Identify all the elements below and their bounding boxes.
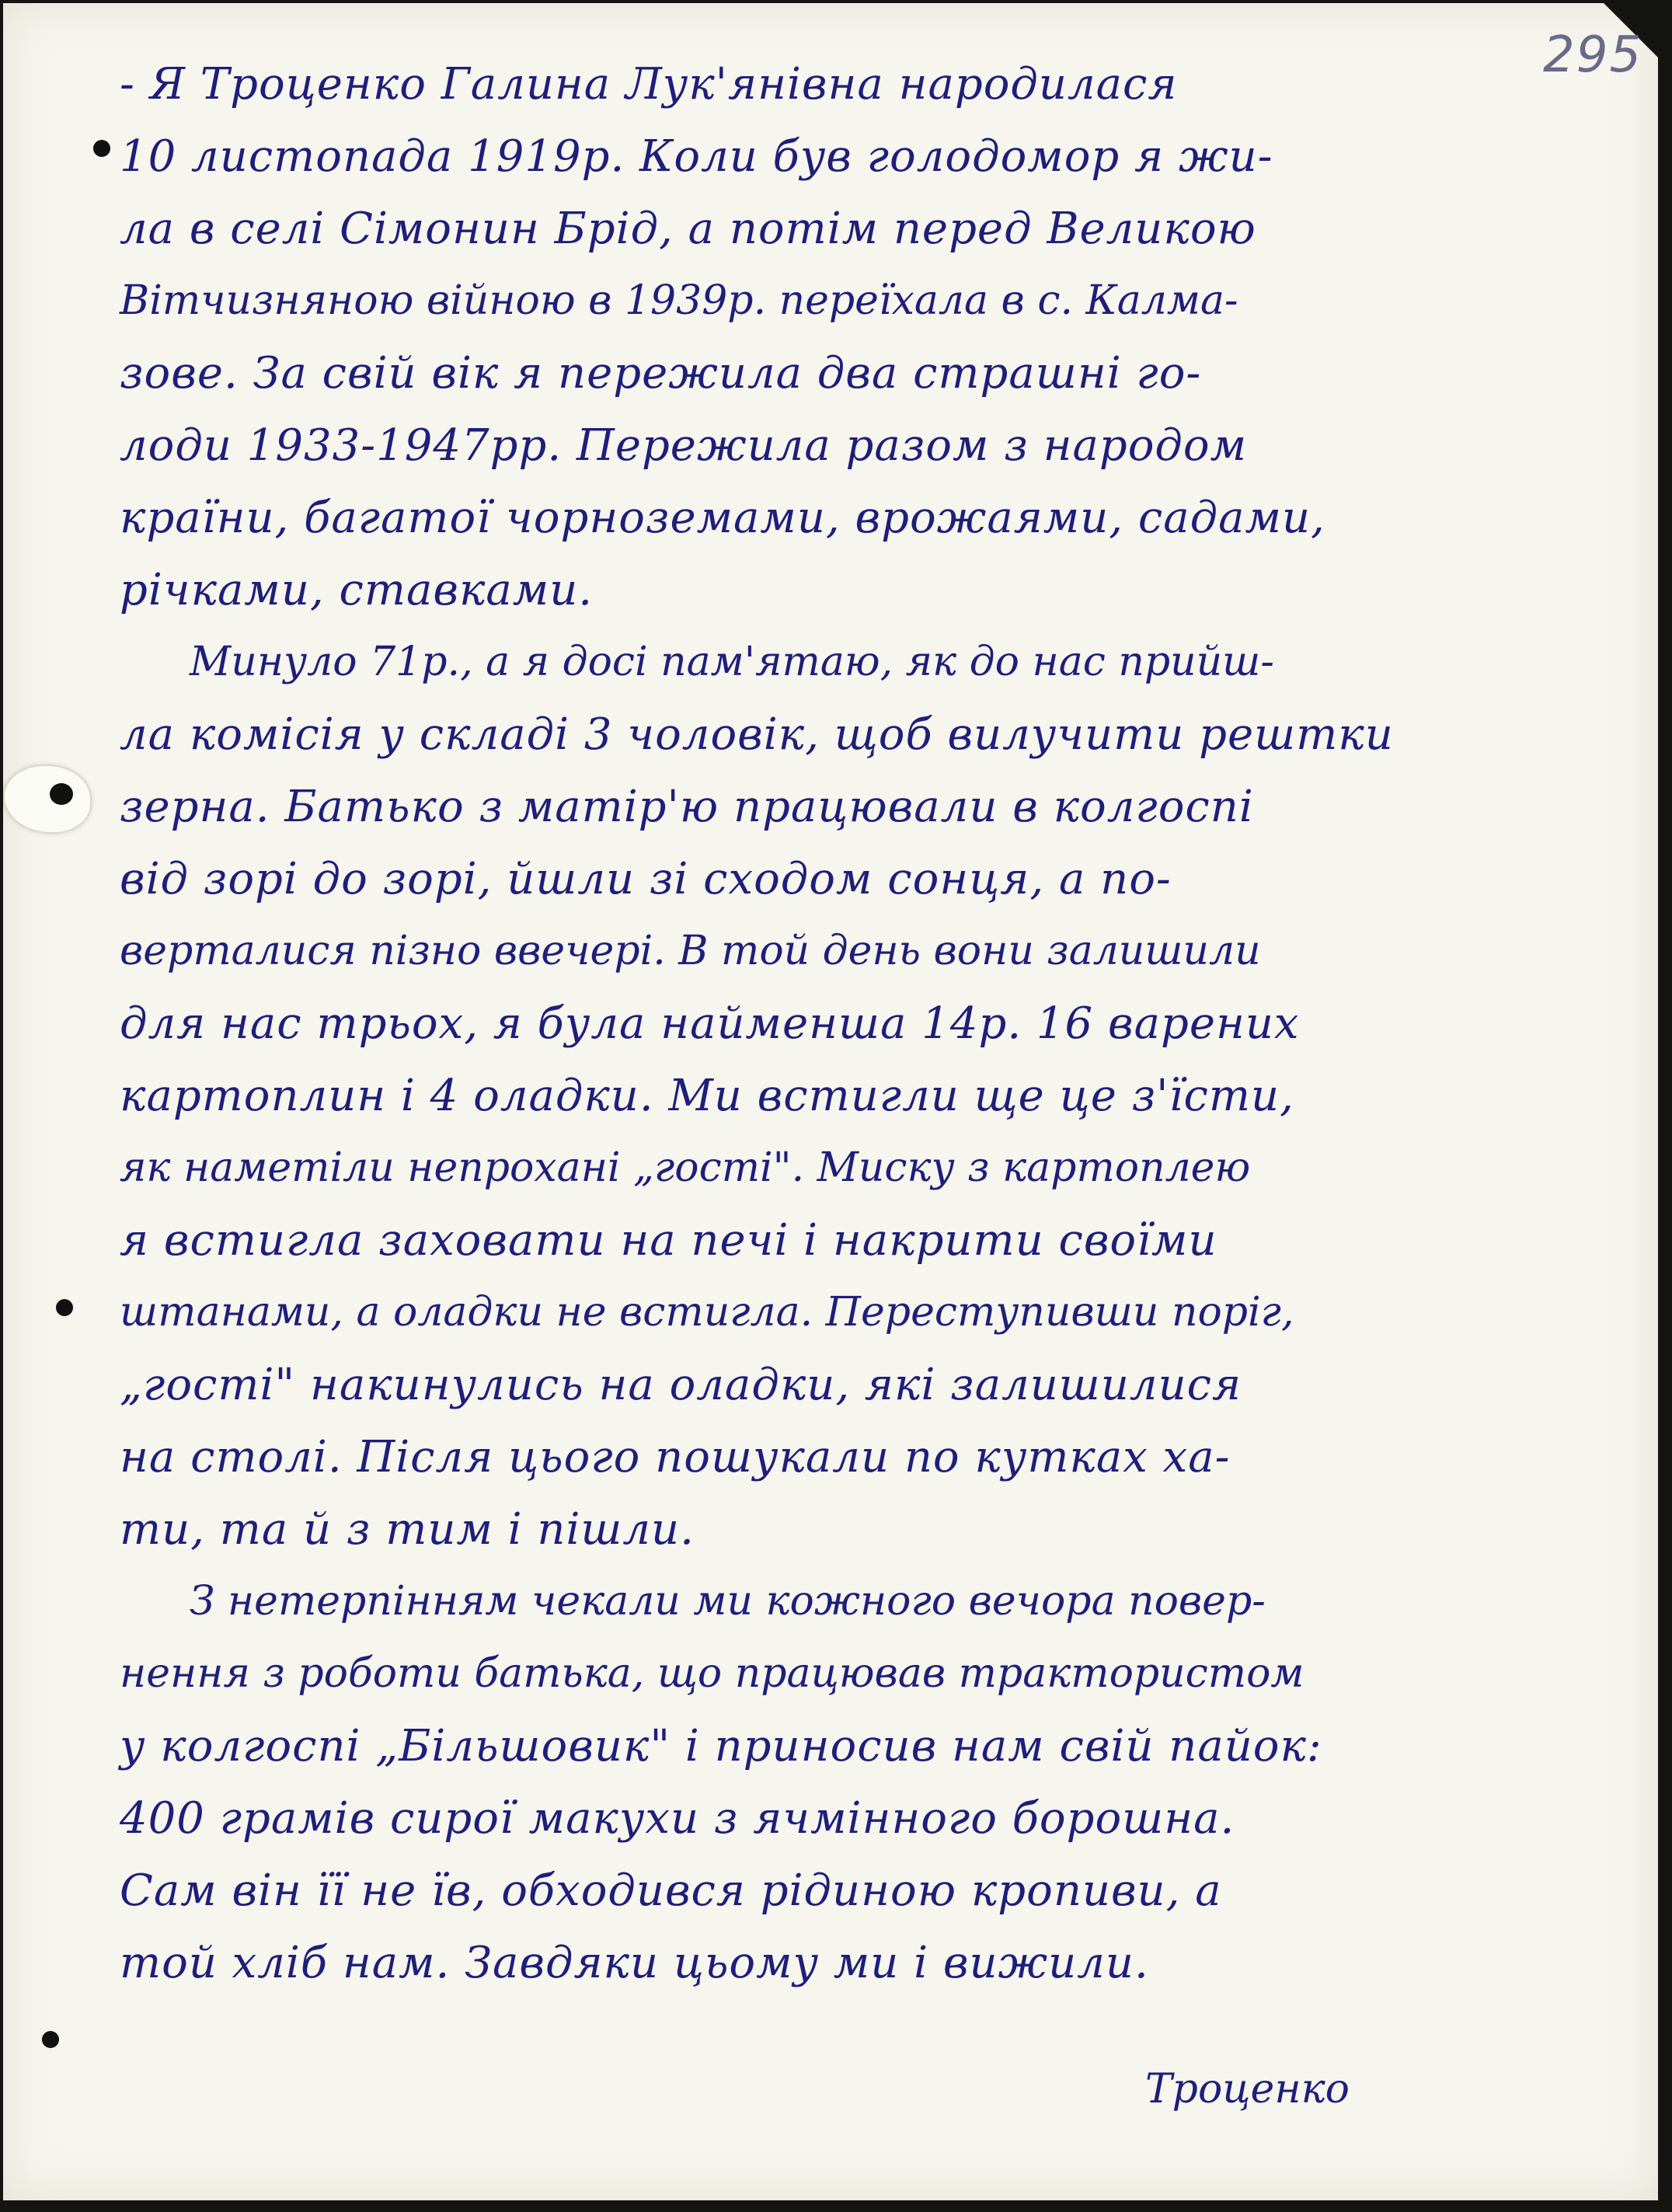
text-line: штанами, а оладки не встигла. Переступивши поріг, — [120, 1289, 1294, 1336]
text-line: З нетерпінням чекали ми кожного вечора повер- — [190, 1578, 1266, 1625]
text-line: зерна. Батько з матір'ю працювали в колгоспі — [120, 782, 1254, 832]
text-line: 10 листопада 1919р. Коли був голодомор я жи- — [120, 131, 1273, 182]
text-line: ла комісія у складі 3 чоловік, щоб вилучити рештки — [120, 709, 1394, 760]
binding-hole-icon — [93, 140, 110, 157]
text-line: „гості" накинулись на оладки, які залишилися — [120, 1360, 1242, 1410]
text-line: - Я Троценко Галина Лук'янівна народилася — [120, 59, 1178, 110]
text-line: нення з роботи батька, що працював трактористом — [120, 1650, 1305, 1697]
text-line: я встигла заховати на печі і накрити своїми — [120, 1215, 1217, 1266]
text-line: 400 грамів сирої макухи з ячмінного борошна. — [120, 1793, 1235, 1844]
binding-hole-icon — [56, 1299, 73, 1316]
text-line: у колгоспі „Більшовик" і приносив нам свій пайок: — [120, 1721, 1322, 1771]
document-page — [3, 3, 1658, 2200]
text-line: як наметіли непрохані „гості". Миску з картоплею — [120, 1144, 1251, 1191]
text-line: від зорі до зорі, йшли зі сходом сонця, а по- — [120, 854, 1172, 904]
torn-binding-hole-icon — [3, 765, 92, 834]
text-line: зове. За свій вік я пережила два страшні го- — [120, 348, 1202, 399]
text-line: Вітчизняною війною в 1939р. переїхала в с. Калма- — [120, 277, 1238, 324]
text-line: на столі. Після цього пошукали по кутках ха- — [120, 1432, 1231, 1482]
handwritten-text — [120, 48, 1619, 1999]
text-line: Сам він її не їв, обходився рідиною кропиви, а — [120, 1865, 1222, 1916]
signature: Троценко — [1145, 2066, 1350, 2113]
page-number: 295 — [1543, 26, 1643, 84]
text-line: картоплин і 4 оладки. Ми встигли ще це з'їсти, — [120, 1071, 1294, 1121]
text-line: країни, багатої чорноземами, врожаями, садами, — [120, 493, 1325, 543]
text-line: верталися пізно ввечері. В той день вони залишили — [120, 928, 1261, 974]
text-line: Минуло 71р., а я досі пам'ятаю, як до нас прийш- — [190, 639, 1274, 685]
text-line: ти, та й з тим і пішли. — [120, 1504, 695, 1555]
text-line: лоди 1933-1947рр. Пережила разом з народом — [120, 420, 1248, 471]
text-line: річками, ставками. — [120, 565, 594, 615]
text-line: ла в селі Сімонин Брід, а потім перед Великою — [120, 204, 1256, 254]
binding-hole-icon — [42, 2031, 59, 2048]
text-line: для нас трьох, я була найменша 14р. 16 варених — [120, 998, 1300, 1049]
text-line: той хліб нам. Завдяки цьому ми і вижили. — [120, 1938, 1149, 1988]
